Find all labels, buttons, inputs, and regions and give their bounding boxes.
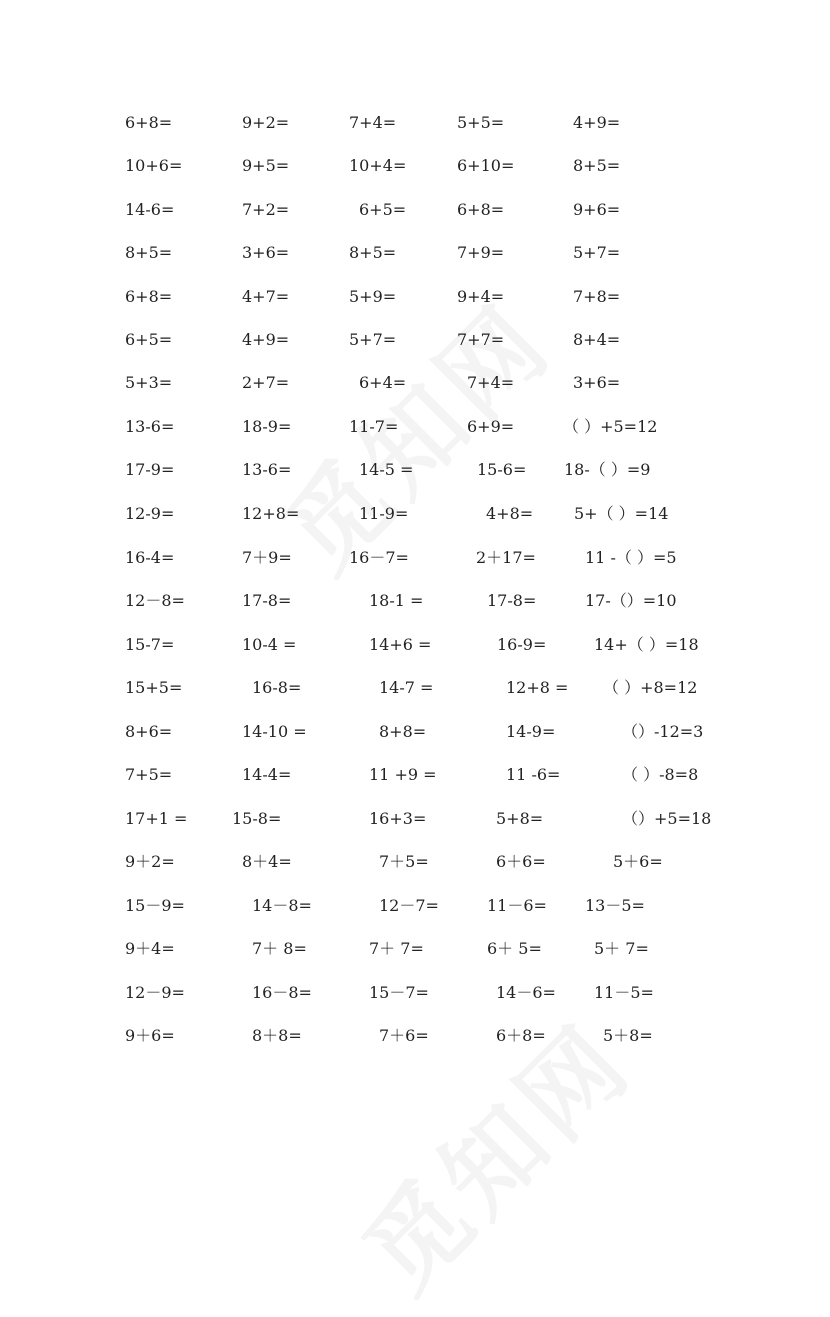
arithmetic-problem: 9+5= <box>242 156 290 175</box>
arithmetic-problem: 11－5= <box>594 983 654 1002</box>
arithmetic-problem: 7+8= <box>573 287 621 306</box>
arithmetic-problem: 18-1 = <box>369 591 424 610</box>
arithmetic-problem: 4+9= <box>573 113 621 132</box>
arithmetic-problem: 5+3= <box>125 373 173 392</box>
arithmetic-problem: 9＋4= <box>125 939 175 958</box>
arithmetic-problem: 8+8= <box>379 722 427 741</box>
arithmetic-problem: 6+8= <box>125 287 173 306</box>
arithmetic-problem: 8+5= <box>573 156 621 175</box>
arithmetic-problem: 6+10= <box>457 156 515 175</box>
arithmetic-problem: （ ）-8=8 <box>622 765 699 784</box>
arithmetic-problem: 16-9= <box>497 635 547 654</box>
arithmetic-problem: 14+（ ）=18 <box>594 635 699 654</box>
arithmetic-problem: 15+5= <box>125 678 183 697</box>
arithmetic-problem: 6＋6= <box>496 852 546 871</box>
arithmetic-problem: 15－7= <box>369 983 429 1002</box>
arithmetic-problem: 6＋8= <box>496 1026 546 1045</box>
arithmetic-problem: 17-（）=10 <box>585 591 677 610</box>
arithmetic-problem: 12-9= <box>125 504 175 523</box>
arithmetic-problem: 7+4= <box>467 373 515 392</box>
arithmetic-problem: 14-5 = <box>359 460 414 479</box>
arithmetic-problem: 6＋ 5= <box>487 939 542 958</box>
arithmetic-problem: 2+7= <box>242 373 290 392</box>
arithmetic-problem: 7＋5= <box>379 852 429 871</box>
arithmetic-problem: 17+1 = <box>125 809 188 828</box>
arithmetic-problem: 3+6= <box>573 373 621 392</box>
arithmetic-problem: 9+6= <box>573 200 621 219</box>
arithmetic-problem: 15-7= <box>125 635 175 654</box>
arithmetic-problem: （）-12=3 <box>622 722 704 741</box>
arithmetic-problem: 7+5= <box>125 765 173 784</box>
arithmetic-problem: 6+5= <box>359 200 407 219</box>
arithmetic-problem: 16-4= <box>125 548 175 567</box>
arithmetic-problem: 12－8= <box>125 591 185 610</box>
arithmetic-problem: 7＋ 8= <box>252 939 307 958</box>
arithmetic-problem: 14-7 = <box>379 678 434 697</box>
arithmetic-problem: 6+5= <box>125 330 173 349</box>
arithmetic-problem: 8+4= <box>573 330 621 349</box>
arithmetic-problem: 9+2= <box>242 113 290 132</box>
arithmetic-problem: 16－7= <box>349 548 409 567</box>
arithmetic-problem: 9+4= <box>457 287 505 306</box>
arithmetic-problem: 7+7= <box>457 330 505 349</box>
arithmetic-problem: 5+7= <box>349 330 397 349</box>
arithmetic-problem: 8＋8= <box>252 1026 302 1045</box>
arithmetic-problem: 16-8= <box>252 678 302 697</box>
arithmetic-problem: 16－8= <box>252 983 312 1002</box>
arithmetic-problem: 3+6= <box>242 243 290 262</box>
arithmetic-problem: 13-6= <box>242 460 292 479</box>
arithmetic-problem: 10+6= <box>125 156 183 175</box>
arithmetic-problem: 5+8= <box>496 809 544 828</box>
arithmetic-problem: 11 +9 = <box>369 765 437 784</box>
arithmetic-problem: 11-7= <box>349 417 399 436</box>
arithmetic-problem: 14-6= <box>125 200 175 219</box>
arithmetic-problem: 6+4= <box>359 373 407 392</box>
arithmetic-problem: 2＋17= <box>476 548 536 567</box>
arithmetic-problem: 9＋6= <box>125 1026 175 1045</box>
arithmetic-problem: 15-6= <box>477 460 527 479</box>
arithmetic-problem: 7+9= <box>457 243 505 262</box>
arithmetic-problem: 7＋9= <box>242 548 292 567</box>
arithmetic-problem: 14－6= <box>496 983 556 1002</box>
arithmetic-problem: 13-6= <box>125 417 175 436</box>
arithmetic-problem: 14-10 = <box>242 722 307 741</box>
arithmetic-problem: 11－6= <box>487 896 547 915</box>
arithmetic-problem: 8+6= <box>125 722 173 741</box>
arithmetic-problem: 6+8= <box>125 113 173 132</box>
arithmetic-problem: 5+5= <box>457 113 505 132</box>
arithmetic-problem: （）+5=18 <box>622 809 712 828</box>
arithmetic-problem: 9＋2= <box>125 852 175 871</box>
arithmetic-problem: 17-9= <box>125 460 175 479</box>
arithmetic-problem: 6+9= <box>467 417 515 436</box>
arithmetic-problem: 5＋8= <box>603 1026 653 1045</box>
arithmetic-problem: 12－7= <box>379 896 439 915</box>
arithmetic-problem: 4+7= <box>242 287 290 306</box>
arithmetic-problem: 6+8= <box>457 200 505 219</box>
arithmetic-problem: 14+6 = <box>369 635 432 654</box>
arithmetic-problem: 12+8 = <box>506 678 569 697</box>
arithmetic-problem: 10+4= <box>349 156 407 175</box>
arithmetic-problem: 11 -6= <box>506 765 561 784</box>
arithmetic-problem: 8+5= <box>125 243 173 262</box>
arithmetic-problem: 14-4= <box>242 765 292 784</box>
arithmetic-problem: 7＋ 7= <box>369 939 424 958</box>
arithmetic-problem: 14-9= <box>506 722 556 741</box>
arithmetic-problem: 11 -（ ）=5 <box>585 548 677 567</box>
arithmetic-problem: 17-8= <box>487 591 537 610</box>
arithmetic-problem: 15-8= <box>232 809 282 828</box>
arithmetic-problem: 8+5= <box>349 243 397 262</box>
arithmetic-problem: 4+8= <box>486 504 534 523</box>
arithmetic-problem: 5＋6= <box>613 852 663 871</box>
arithmetic-problem: 8＋4= <box>242 852 292 871</box>
arithmetic-problem: 7+4= <box>349 113 397 132</box>
arithmetic-problem: （ ）+5=12 <box>563 417 658 436</box>
arithmetic-problem: 16+3= <box>369 809 427 828</box>
arithmetic-problem: 10-4 = <box>242 635 297 654</box>
arithmetic-problem: 5+（ ）=14 <box>574 504 669 523</box>
arithmetic-problem: 12+8= <box>242 504 300 523</box>
arithmetic-problem: 4+9= <box>242 330 290 349</box>
arithmetic-problem: 5+9= <box>349 287 397 306</box>
arithmetic-problem: 13－5= <box>585 896 645 915</box>
arithmetic-problem: 7＋6= <box>379 1026 429 1045</box>
arithmetic-problem: 17-8= <box>242 591 292 610</box>
arithmetic-problem: 7+2= <box>242 200 290 219</box>
arithmetic-problem: 5+7= <box>573 243 621 262</box>
arithmetic-problem: 12－9= <box>125 983 185 1002</box>
arithmetic-problem: 11-9= <box>359 504 409 523</box>
arithmetic-problem: （ ）+8=12 <box>603 678 698 697</box>
arithmetic-problem: 18-9= <box>242 417 292 436</box>
arithmetic-problem: 15－9= <box>125 896 185 915</box>
arithmetic-problem: 5＋ 7= <box>594 939 649 958</box>
arithmetic-problem: 14－8= <box>252 896 312 915</box>
arithmetic-problem: 18-（ ）=9 <box>564 460 651 479</box>
